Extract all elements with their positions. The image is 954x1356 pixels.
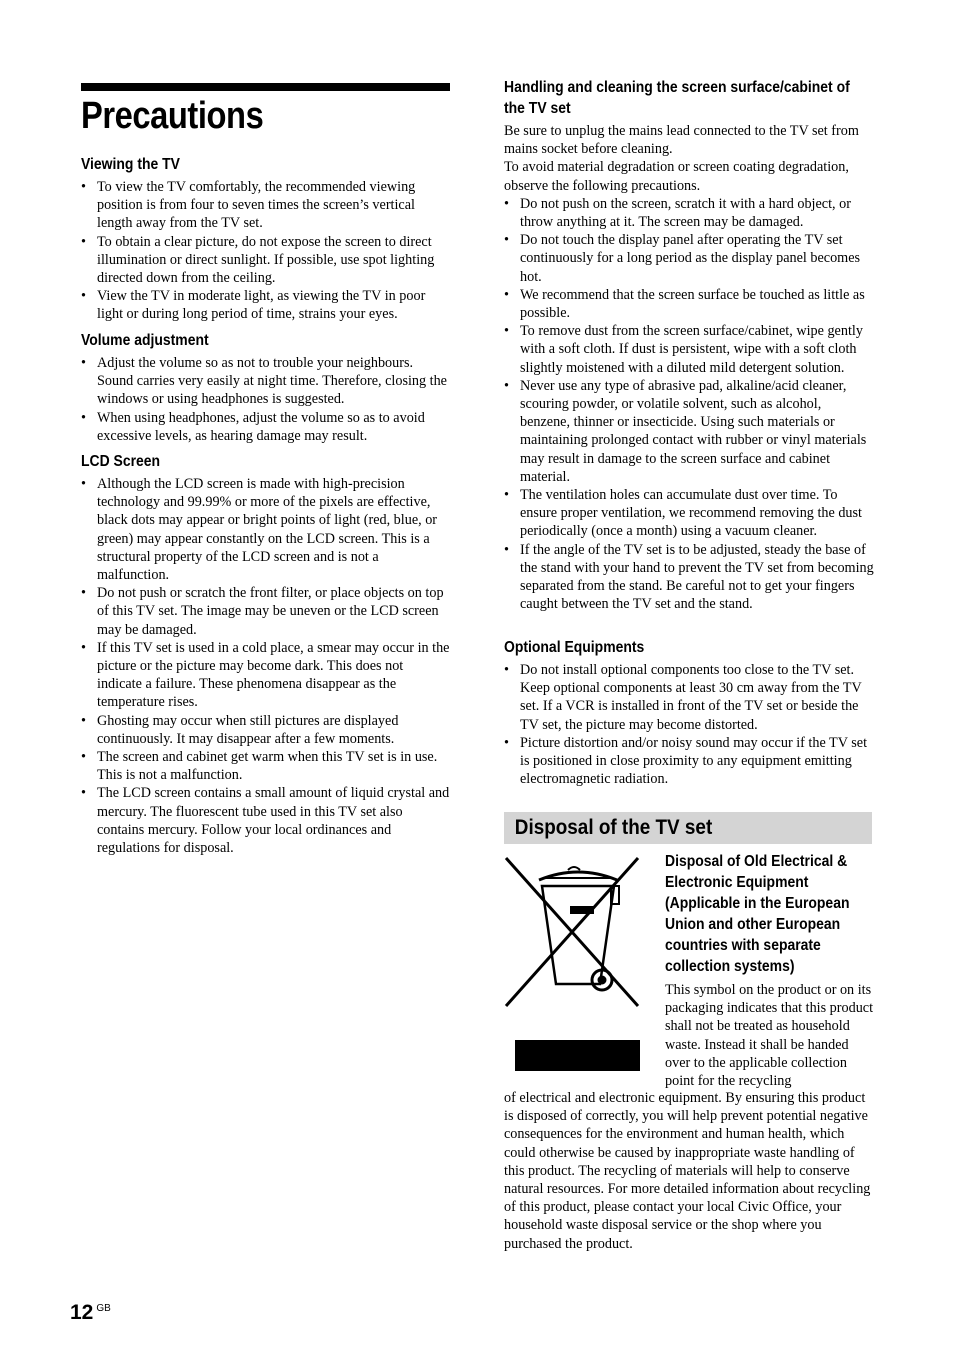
list-item: • Ghosting may occur when still pictures are displayed continuously. It may disappear after a few moments. <box>81 712 451 748</box>
section-heading-handling: Handling and cleaning the screen surface/cabinet of <box>504 79 850 96</box>
list-handling <box>504 195 874 614</box>
list-item: • If the angle of the TV set is to be adjusted, steady the base of the stand with your hand to prevent the TV set from becoming separated from the stand. Be careful not to get your fingers caught between the TV set and the stand. <box>504 541 874 614</box>
list-item: • The screen and cabinet get warm when this TV set is in use. This is not a malfunction. <box>81 748 451 784</box>
list-item: • Adjust the volume so as not to trouble your neighbours. Sound carries very easily at night time. Therefore, closing the windows or using headphones is suggested. <box>81 354 451 409</box>
list-item: • To view the TV comfortably, the recommended viewing position is from four to seven times the screen’s vertical length away from the TV set. <box>81 178 451 233</box>
disposal-heading: Disposal of the TV set <box>514 816 713 839</box>
list-item: • To remove dust from the screen surface/cabinet, wipe gently with a soft cloth. If dust is persistent, wipe with a soft cloth slightly moistened with a diluted mild detergent solution. <box>504 322 874 377</box>
section-heading-volume: Volume adjustment <box>81 332 209 349</box>
crossed-out-wheelie-bin-icon <box>504 856 646 1014</box>
list-item: • To obtain a clear picture, do not expose the screen to direct illumination or direct sunlight. If possible, use spot lighting directed down from the ceiling. <box>81 233 451 288</box>
list-viewing <box>81 178 451 324</box>
list-item: • View the TV in moderate light, as viewing the TV in poor light or during long period of time, strains your eyes. <box>81 287 451 323</box>
list-item: • Picture distortion and/or noisy sound may occur if the TV set is positioned in close proximity to any equipment emitting electromagnetic radiation. <box>504 734 874 789</box>
section-optional <box>504 637 874 788</box>
section-volume <box>81 330 451 445</box>
list-item: • The ventilation holes can accumulate dust over time. To ensure proper ventilation, we recommend removing the dust periodically (once a month) using a vacuum cleaner. <box>504 486 874 541</box>
list-optional <box>504 661 874 788</box>
list-item: • When using headphones, adjust the volume so as to avoid excessive levels, as hearing damage may result. <box>81 409 451 445</box>
disposal-subheading: Disposal of Old Electrical & Electronic Equipment (Applicable in the European Union and other European countries with separate collection systems) <box>665 853 850 975</box>
page-number-value: 12 <box>70 1301 94 1324</box>
section-heading-lcd: LCD Screen <box>81 453 161 470</box>
handling-intro-1: Be sure to unplug the mains lead connected to the TV set from mains socket before cleaning. <box>504 123 859 158</box>
page-lang-code: GB <box>96 1303 111 1314</box>
list-item: • The LCD screen contains a small amount of liquid crystal and mercury. The fluorescent tube used in this TV set also contains mercury. Follow your local ordinances and regulations for disposal. <box>81 784 451 857</box>
handling-intro-2: To avoid material degradation or screen coating degradation, observe the following precautions. <box>504 159 849 194</box>
list-item: • We recommend that the screen surface be touched as little as possible. <box>504 286 874 322</box>
disposal-paragraph-1: This symbol on the product or on its packaging indicates that this product shall not be treated as household waste. Instead it shall be handed over to the applicable collection point for the recycling <box>665 982 874 1090</box>
section-heading-viewing: Viewing the TV <box>81 156 180 173</box>
title-rule <box>81 83 450 91</box>
page-title: Precautions <box>81 95 264 137</box>
section-handling <box>504 77 874 613</box>
list-item: • Do not install optional components too close to the TV set. Keep optional components at least 30 cm away from the TV set. If a VCR is installed in front of the TV set or beside the TV set, the picture may become distorted. <box>504 661 874 734</box>
list-item: • Never use any type of abrasive pad, alkaline/acid cleaner, scouring powder, or volatile solvent, such as alcohol, benzene, thinner or insecticide. Using such materials or maintaining prolonged contact with rubber or vinyl materials may result in damage to the screen surface and cabinet material. <box>504 377 874 486</box>
solid-bar-marker <box>515 1040 640 1071</box>
section-heading-optional: Optional Equipments <box>504 639 645 656</box>
disposal-banner <box>504 812 872 844</box>
list-item: • Although the LCD screen is made with high-precision technology and 99.99% or more of the pixels are effective, black dots may appear or bright points of light (red, blue, or green) may appear constantly on the LCD screen. This is a structural property of the LCD screen and is not a malfunction. <box>81 475 451 584</box>
list-lcd <box>81 475 451 857</box>
page-number <box>70 1296 111 1326</box>
list-item: • Do not push or scratch the front filter, or place objects on top of this TV set. The image may be uneven or the LCD screen may be damaged. <box>81 584 451 639</box>
list-item: • Do not push on the screen, scratch it with a hard object, or throw anything at it. The screen may be damaged. <box>504 195 874 231</box>
list-item: • Do not touch the display panel after operating the TV set continuously for a long period as the display panel becomes hot. <box>504 231 874 286</box>
disposal-paragraph-2: of electrical and electronic equipment. By ensuring this product is disposed of correctly, you will help prevent potential negative consequences for the environment and human health, which could otherwise be caused by inappropriate waste handling of this product. The recycling of materials will help to conserve natural resources. For more detailed information about recycling of this product, please contact your local Civic Office, your household waste disposal service or the shop where you purchased the product. <box>504 1090 871 1252</box>
section-viewing <box>81 154 451 324</box>
list-volume <box>81 354 451 445</box>
section-heading-handling-cont: the TV set <box>504 100 571 117</box>
section-lcd <box>81 451 451 857</box>
list-item: • If this TV set is used in a cold place, a smear may occur in the picture or the picture may become dark. This does not indicate a failure. These phenomena disappear as the temperature rises. <box>81 639 451 712</box>
